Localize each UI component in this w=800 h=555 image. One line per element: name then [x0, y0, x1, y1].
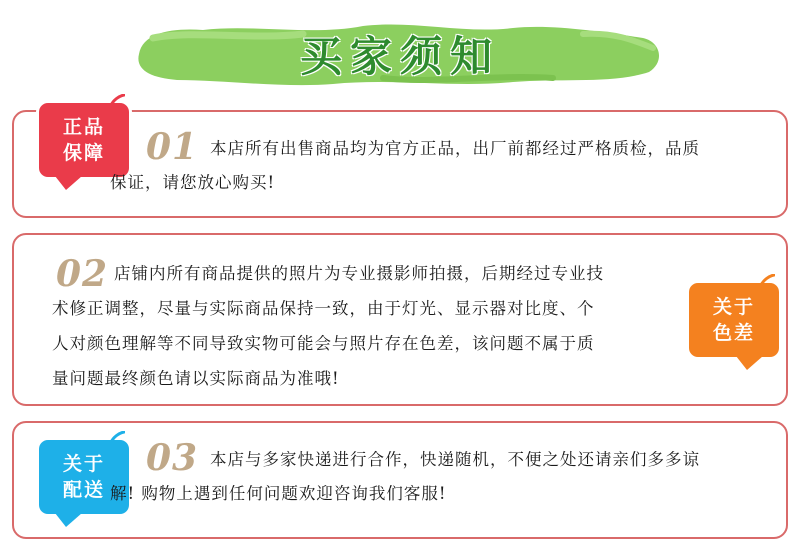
badge-line-1: 关于 — [712, 296, 755, 318]
notice-line: 术修正调整，尽量与实际商品保持一致，由于灯光、显示器对比度、个 — [52, 299, 595, 318]
notice-item-3 — [12, 421, 788, 539]
notice-line: 本店与多家快递进行合作，快递随机，不便之处还请亲们多多谅 — [210, 450, 700, 469]
ribbon-flick-icon — [109, 94, 125, 108]
badge-line-2: 色差 — [712, 322, 755, 344]
notice-line: 本店所有出售商品均为官方正品，出厂前都经过严格质检，品质 — [210, 139, 700, 158]
badge-line-1: 关于 — [62, 453, 105, 475]
notice-line: 保证，请您放心购买! — [110, 173, 276, 192]
page-title: 买家须知 — [299, 32, 500, 81]
notice-number-1: 01 — [146, 126, 199, 168]
page-header — [0, 0, 800, 105]
notice-line: 解! 购物上遇到任何问题欢迎咨询我们客服! — [110, 484, 447, 503]
notice-item-1 — [12, 110, 788, 218]
notice-item-2 — [12, 233, 788, 406]
notice-line: 店铺内所有商品提供的照片为专业摄影师拍摄，后期经过专业技 — [114, 264, 604, 283]
notice-line: 量问题最终颜色请以实际商品为准哦! — [52, 369, 340, 388]
badge-tail — [55, 513, 82, 527]
ribbon-flick-icon — [109, 431, 125, 445]
ribbon-flick-icon — [759, 274, 775, 288]
badge-line-2: 保障 — [62, 142, 105, 164]
notice-number-2: 02 — [56, 253, 109, 295]
badge-line-2: 配送 — [62, 479, 105, 501]
notice-number-3: 03 — [146, 437, 199, 479]
badge-tail — [55, 176, 82, 190]
notice-line: 人对颜色理解等不同导致实物可能会与照片存在色差，该问题不属于质 — [52, 334, 595, 353]
badge-line-1: 正品 — [62, 116, 105, 138]
